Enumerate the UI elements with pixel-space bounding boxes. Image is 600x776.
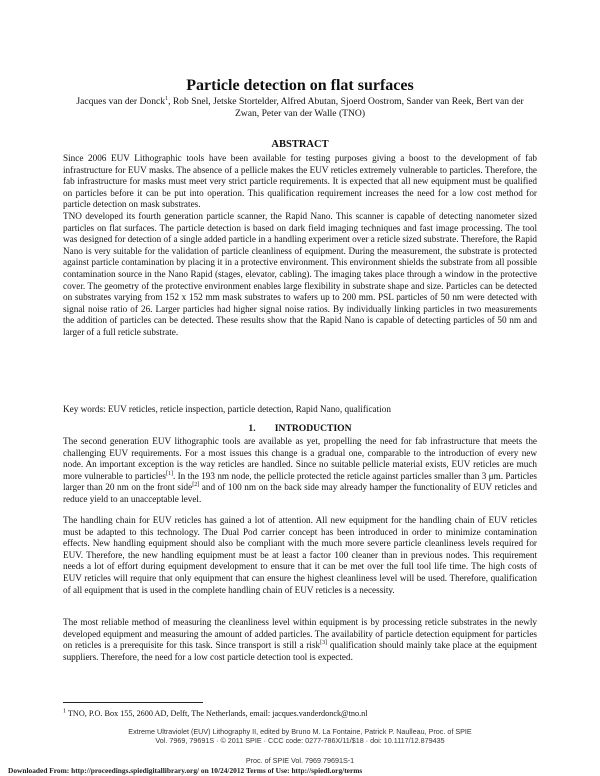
intro-p3-text-a: The most reliable method of measuring the cleanliness level within equipment is by processing reticle substrates in the newly developed equipment and measuring the amount of added particles. The availability of particle detection equipment for particles on reticles is a prerequisite for this task. Since transport is still a risk bbox=[63, 617, 537, 651]
abstract-paragraph-2: TNO developed its fourth generation particle scanner, the Rapid Nano. This scanner is capable of detecting nanometer sized particles on flat surfaces. The particle detection is based on dark field imaging techniques and fast image processing. The tool was designed for detection of a single added particle in a handling experiment over a reticle sized substrate. Therefore, the Rapid Nano is very suitable for the validation of particle cleanliness of equipment. During the measurement, the substrate is protected against particle contamination by placing it in a protective environment. This environment shields the substrate from all possible contamination source in the Nano Rapid (stages, elevator, cabling). The imaging takes place through a window in the protective cover. The geometry of the protective environment enables large flexibility in substrate shape and size. Particles can be detected on substrates varying from 152 x 152 mm mask substrates to wafers up to 200 mm. PSL particles of 50 nm were detected with signal noise ratio of 26. Larger particles had higher signal noise ratios. By individually linking particles in two measurements the addition of particles can be detected. These results show that the Rapid Nano is capable of detecting particles of 50 nm and larger of a full reticle substrate. bbox=[63, 211, 537, 337]
author-footnote-mark: 1 bbox=[165, 95, 169, 102]
footnote-mark: 1 bbox=[63, 708, 66, 715]
download-notice[interactable]: Downloaded From: http://proceedings.spiedigitallibrary.org/ on 10/24/2012 Terms of Use: http://spiedl.org/terms bbox=[8, 766, 363, 775]
citation-ref-1[interactable]: [1] bbox=[165, 470, 173, 477]
citation-line-2: Vol. 7969, 79691S · © 2011 SPIE · CCC code: 0277-786X/11/$18 · doi: 10.1117/12.879435 bbox=[155, 736, 445, 746]
abstract-paragraph-1: Since 2006 EUV Lithographic tools have been available for testing purposes giving a boost to the development of fab infrastructure for EUV masks. The absence of a pellicle makes the EUV reticles extremely vulnerable to particles. Therefore, the fab infrastructure for masks must meet very strict particle requirements. It is expected that all new equipment must be qualified on particles before it can be put into operation. This qualification requirement increases the need for a low cost method for particle detection on mask substrates. bbox=[63, 153, 537, 210]
citation-ref-2[interactable]: [2] bbox=[192, 482, 200, 489]
intro-p1-text-a: The second generation EUV lithographic tools are available as yet, propelling the need for fab infrastructure that meets the challenging EUV requirements. For a most issues this change is a gradual one, comparable to the introduction of every new node. An important exception is the way reticles are handled. Since no suitable pellicle material exists, EUV reticles are much more vulnerable to particles bbox=[63, 436, 537, 481]
intro-p3-text-b: qualification should mainly take place at the equipment suppliers. Therefore, the need for a low cost particle detection tool is expected. bbox=[63, 640, 537, 662]
authors-rest-line1: , Rob Snel, Jetske Stortelder, Alfred Abutan, Sjoerd Oostrom, Sander van Reek, Bert van der bbox=[168, 96, 524, 107]
intro-paragraph-3 bbox=[63, 617, 537, 663]
footnote-text: TNO, P.O. Box 155, 2600 AD, Delft, The Netherlands, email: jacques.vanderdonck@tno.nl bbox=[66, 709, 368, 718]
intro-paragraph-2: The handling chain for EUV reticles has gained a lot of attention. All new equipment for the handling chain of EUV reticles must be adapted to this technology. The Dual Pod carrier concept has been introduced in order to minimize contamination effects. New handling equipment should also be compliant with the much more severe particle cleanliness levels required for EUV. Therefore, the new handling equipment must be at least a factor 100 cleaner than in previous nodes. This requirement needs a lot of effort during equipment development to ensure that it can be met over the full tool life time. The high costs of EUV reticles will require that only equipment that can ensure the highest cleanliness level will be used. Therefore, qualification of all equipment that is used in the complete handling chain of EUV reticles is a necessity. bbox=[63, 515, 537, 595]
publication-citation bbox=[0, 727, 600, 746]
intro-p1-text-c: and of 100 nm on the back side may already hamper the functionality of EUV reticles and reduce yield to an unacceptable level. bbox=[63, 482, 537, 504]
intro-paragraph-1 bbox=[63, 436, 537, 506]
first-author: Jacques van der Donck bbox=[76, 96, 166, 107]
paper-title: Particle detection on flat surfaces bbox=[186, 77, 414, 94]
page-identifier: Proc. of SPIE Vol. 7969 79691S-1 bbox=[245, 756, 355, 765]
author-list bbox=[64, 96, 536, 119]
intro-p1-text-b: . In the 193 nm node, the pellicle protected the reticle against particles smaller than 3 μm. Particles larger than 20 nm on the front side bbox=[63, 470, 537, 493]
footnote bbox=[63, 709, 367, 718]
citation-line-1: Extreme Ultraviolet (EUV) Lithography II, edited by Bruno M. La Fontaine, Patrick P. Naulleau, Proc. of SPIE bbox=[128, 727, 472, 736]
footnote-divider bbox=[63, 702, 203, 703]
citation-ref-3[interactable]: [3] bbox=[320, 640, 328, 647]
keywords: Key words: EUV reticles, reticle inspection, particle detection, Rapid Nano, qualification bbox=[63, 404, 391, 414]
authors-rest-line2: Zwan, Peter van der Walle (TNO) bbox=[234, 107, 366, 119]
section-heading-introduction: 1. INTRODUCTION bbox=[248, 423, 352, 434]
abstract-heading: ABSTRACT bbox=[271, 139, 329, 150]
